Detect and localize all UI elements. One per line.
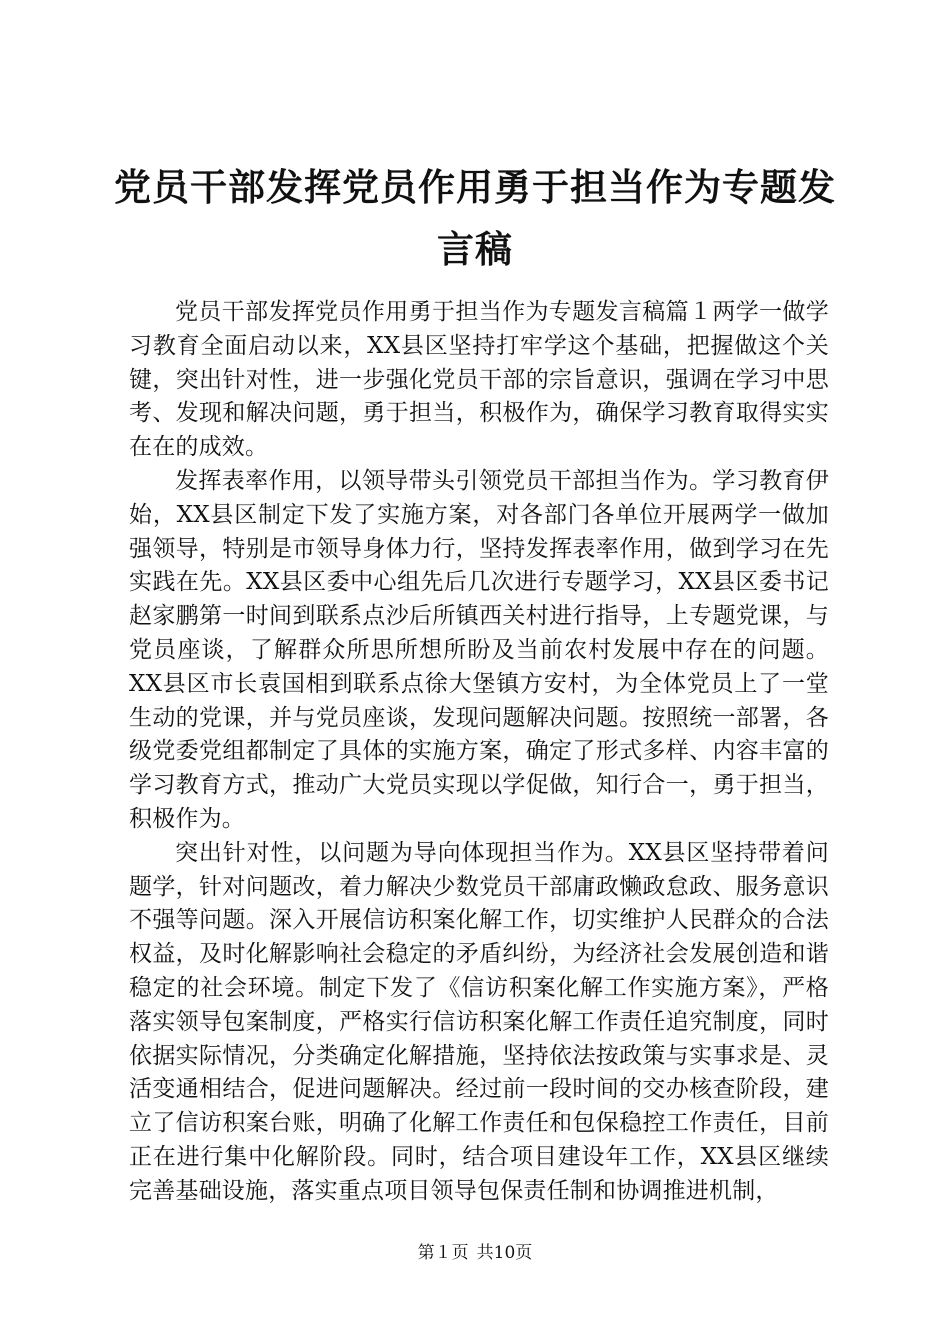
page-number-current: 第１页: [417, 1243, 469, 1263]
document-body: [129, 296, 829, 1209]
page-footer: [0, 1241, 950, 1265]
paragraph: 发挥表率作用，以领导带头引领党员干部担当作为。学习教育伊始，XX县区制定下发了实施方案，对各部门各单位开展两学一做加强领导，特别是市领导身体力行，坚持发挥表率作用，做到学习在先实践在先。XX县区委中心组先后几次进行专题学习，XX县区委书记赵家鹏第一时间到联系点沙后所镇西关村进行指导，上专题党课，与党员座谈，了解群众所思所想所盼及当前农村发展中存在的问题。XX县区市长袁国相到联系点徐大堡镇方安村，为全体党员上了一堂生动的党课，并与党员座谈，发现问题解决问题。按照统一部署，各级党委党组都制定了具体的实施方案，确定了形式多样、内容丰富的学习教育方式，推动广大党员实现以学促做，知行合一，勇于担当，积极作为。: [129, 467, 829, 832]
paragraph: 突出针对性，以问题为导向体现担当作为。XX县区坚持带着问题学，针对问题改，着力解决少数党员干部庸政懒政怠政、服务意识不强等问题。深入开展信访积案化解工作，切实维护人民群众的合法权益，及时化解影响社会稳定的矛盾纠纷，为经济社会发展创造和谐稳定的社会环境。制定下发了《信访积案化解工作实施方案》，严格落实领导包案制度，严格实行信访积案化解工作责任追究制度，同时依据实际情况，分类确定化解措施，坚持依法按政策与实事求是、灵活变通相结合，促进问题解决。经过前一段时间的交办核查阶段，建立了信访积案台账，明确了化解工作责任和包保稳控工作责任，目前正在进行集中化解阶段。同时，结合项目建设年工作，XX县区继续完善基础设施，落实重点项目领导包保责任制和协调推进机制，: [129, 839, 829, 1204]
page-number-total: 共10页: [476, 1243, 533, 1263]
document-title: 党员干部发挥党员作用勇于担当作为专题发言稿: [114, 165, 836, 271]
paragraph: 党员干部发挥党员作用勇于担当作为专题发言稿篇１两学一做学习教育全面启动以来，XX县区坚持打牢学这个基础，把握做这个关键，突出针对性，进一步强化党员干部的宗旨意识，强调在学习中思考、发现和解决问题，勇于担当，积极作为，确保学习教育取得实实在在的成效。: [129, 299, 829, 461]
